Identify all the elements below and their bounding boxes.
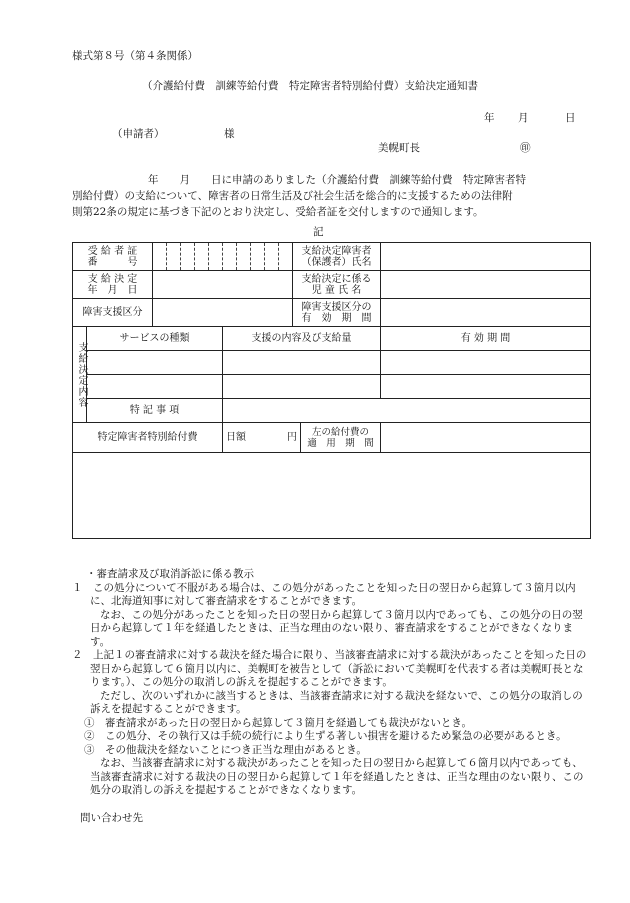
notes-heading: ・審査請求及び取消訴訟に係る教示 bbox=[86, 568, 254, 580]
intro-line-3: 則第22条の規定に基づき下記のとおり決定し、受給者証を交付しますので通知します。 bbox=[72, 206, 484, 218]
form-number: 様式第８号（第４条関係） bbox=[72, 50, 198, 62]
recipient-no-digit[interactable] bbox=[153, 243, 167, 271]
remarks-blank-area[interactable] bbox=[73, 453, 591, 539]
recipient-no-digit[interactable] bbox=[181, 243, 195, 271]
recipient-no-digit[interactable] bbox=[167, 243, 181, 271]
notes-sub-item-1: ① 審査請求があった日の翌日から起算して３箇月を経過しても裁決がないとき。 bbox=[84, 716, 472, 729]
daily-amount-cell[interactable] bbox=[223, 423, 301, 453]
special-notes-label: 特 記 事 項 bbox=[87, 399, 223, 423]
service-type-cell[interactable] bbox=[87, 351, 223, 375]
recipient-no-digit[interactable] bbox=[209, 243, 223, 271]
content-amount-cell[interactable] bbox=[223, 351, 381, 375]
notes-item-2-supplement: ただし、次のいずれかに該当するときは、当該審査請求に対する裁決を経ないで、この処分の取消しの訴えを提起することができます。 bbox=[90, 689, 583, 715]
support-class-field[interactable] bbox=[153, 299, 293, 327]
seal-mark: ㊞ bbox=[520, 142, 531, 154]
decision-date-label: 支 給 決 定 年 月 日 bbox=[73, 271, 153, 299]
col-content-amount: 支援の内容及び支給量 bbox=[223, 327, 381, 351]
col-service-type: サービスの種類 bbox=[87, 327, 223, 351]
recipient-no-digit[interactable] bbox=[223, 243, 237, 271]
notes-sub-item-2: ② この処分、その執行又は手続の続行により生ずる著しい損害を避けるため緊急の必要があるとき。 bbox=[84, 730, 567, 742]
honorific: 様 bbox=[224, 128, 235, 140]
issuer-mayor: 美幌町長 bbox=[378, 142, 420, 154]
benefit-period-field[interactable] bbox=[381, 423, 591, 453]
benefit-period-label: 左の給付費の 適 用 期 間 bbox=[301, 423, 381, 453]
special-notes-field[interactable] bbox=[223, 399, 591, 423]
child-name-field[interactable] bbox=[381, 271, 591, 299]
daily-amount-label: 日額 bbox=[226, 432, 246, 443]
support-class-label: 障害支援区分 bbox=[73, 299, 153, 327]
ki-marker: 記 bbox=[313, 226, 324, 238]
appeal-instructions bbox=[72, 568, 592, 825]
special-benefit-label: 特定障害者特別給付費 bbox=[73, 423, 223, 453]
recipient-no-label: 受 給 者 証 番 号 bbox=[73, 243, 153, 271]
notes-item-1-supplement: なお、この処分があったことを知った日の翌日から起算して３箇月以内であっても、この処分の日の翌日から起算して１年を経過したときは、正当な理由のない限り、審査請求をすることができなくなります。 bbox=[90, 608, 583, 648]
valid-period-cell[interactable] bbox=[381, 375, 591, 399]
recipient-no-digit[interactable] bbox=[195, 243, 209, 271]
date-month-label: 月 bbox=[518, 112, 529, 124]
service-type-cell[interactable] bbox=[87, 375, 223, 399]
class-period-field[interactable] bbox=[381, 299, 591, 327]
valid-period-cell[interactable] bbox=[381, 351, 591, 375]
intro-line-2: 別給付費）の支給について、障害者の日常生活及び社会生活を総合的に支援するための法律附 bbox=[72, 190, 513, 202]
notes-final-paragraph: なお、当該審査請求に対する裁決があったことを知った日の翌日から起算して６箇月以内であっても、当該審査請求に対する裁決の日の翌日から起算して１年を経過したときは、正当な理由のない限り、この処分の取消しの訴えを提起することができなくなります。 bbox=[90, 757, 584, 796]
col-valid-period: 有 効 期 間 bbox=[381, 327, 591, 351]
recipient-no-digit[interactable] bbox=[251, 243, 265, 271]
decision-table bbox=[72, 242, 591, 539]
yen-label: 円 bbox=[287, 432, 297, 443]
applicant-label: （申請者） bbox=[112, 128, 165, 140]
date-day-label: 日 bbox=[565, 112, 576, 124]
recipient-no-digit[interactable] bbox=[237, 243, 251, 271]
notes-sub-item-3: ③ その他裁決を経ないことにつき正当な理由があるとき。 bbox=[84, 743, 367, 756]
child-name-label: 支給決定に係る 児 童 氏 名 bbox=[293, 271, 381, 299]
content-amount-cell[interactable] bbox=[223, 375, 381, 399]
contact-label: 問い合わせ先 bbox=[80, 811, 143, 824]
notes-item-2: ２ 上記１の審査請求に対する裁決を経た場合に限り、当該審査請求に対する裁決があったことを知った日の翌日から起算して６箇月以内に、美幌町を被告として（訴訟において美幌町を代表する者は美幌町長となります。）、この処分の取消しの訴えを提起することができます。 bbox=[72, 649, 587, 688]
decision-date-field[interactable] bbox=[153, 271, 293, 299]
intro-line-1: 年 月 日に申請のありました（介護給付費 訓練等給付費 特定障害者特 bbox=[148, 174, 526, 186]
recipient-no-digit[interactable] bbox=[279, 243, 293, 271]
guardian-name-field[interactable] bbox=[381, 243, 591, 271]
document-title: （介護給付費 訓練等給付費 特定障害者特別給付費）支給決定通知書 bbox=[142, 80, 478, 92]
decision-content-side-label: 支給決定内容 bbox=[73, 327, 87, 423]
notes-item-1: １ この処分について不服がある場合は、この処分があったことを知った日の翌日から起算して３箇月以内に、北海道知事に対して審査請求をすることができます。 bbox=[72, 581, 576, 607]
guardian-name-label: 支給決定障害者 （保護者）氏名 bbox=[293, 243, 381, 271]
date-year-label: 年 bbox=[484, 112, 495, 124]
class-period-label: 障害支援区分の 有 効 期 間 bbox=[293, 299, 381, 327]
recipient-no-digit[interactable] bbox=[265, 243, 279, 271]
